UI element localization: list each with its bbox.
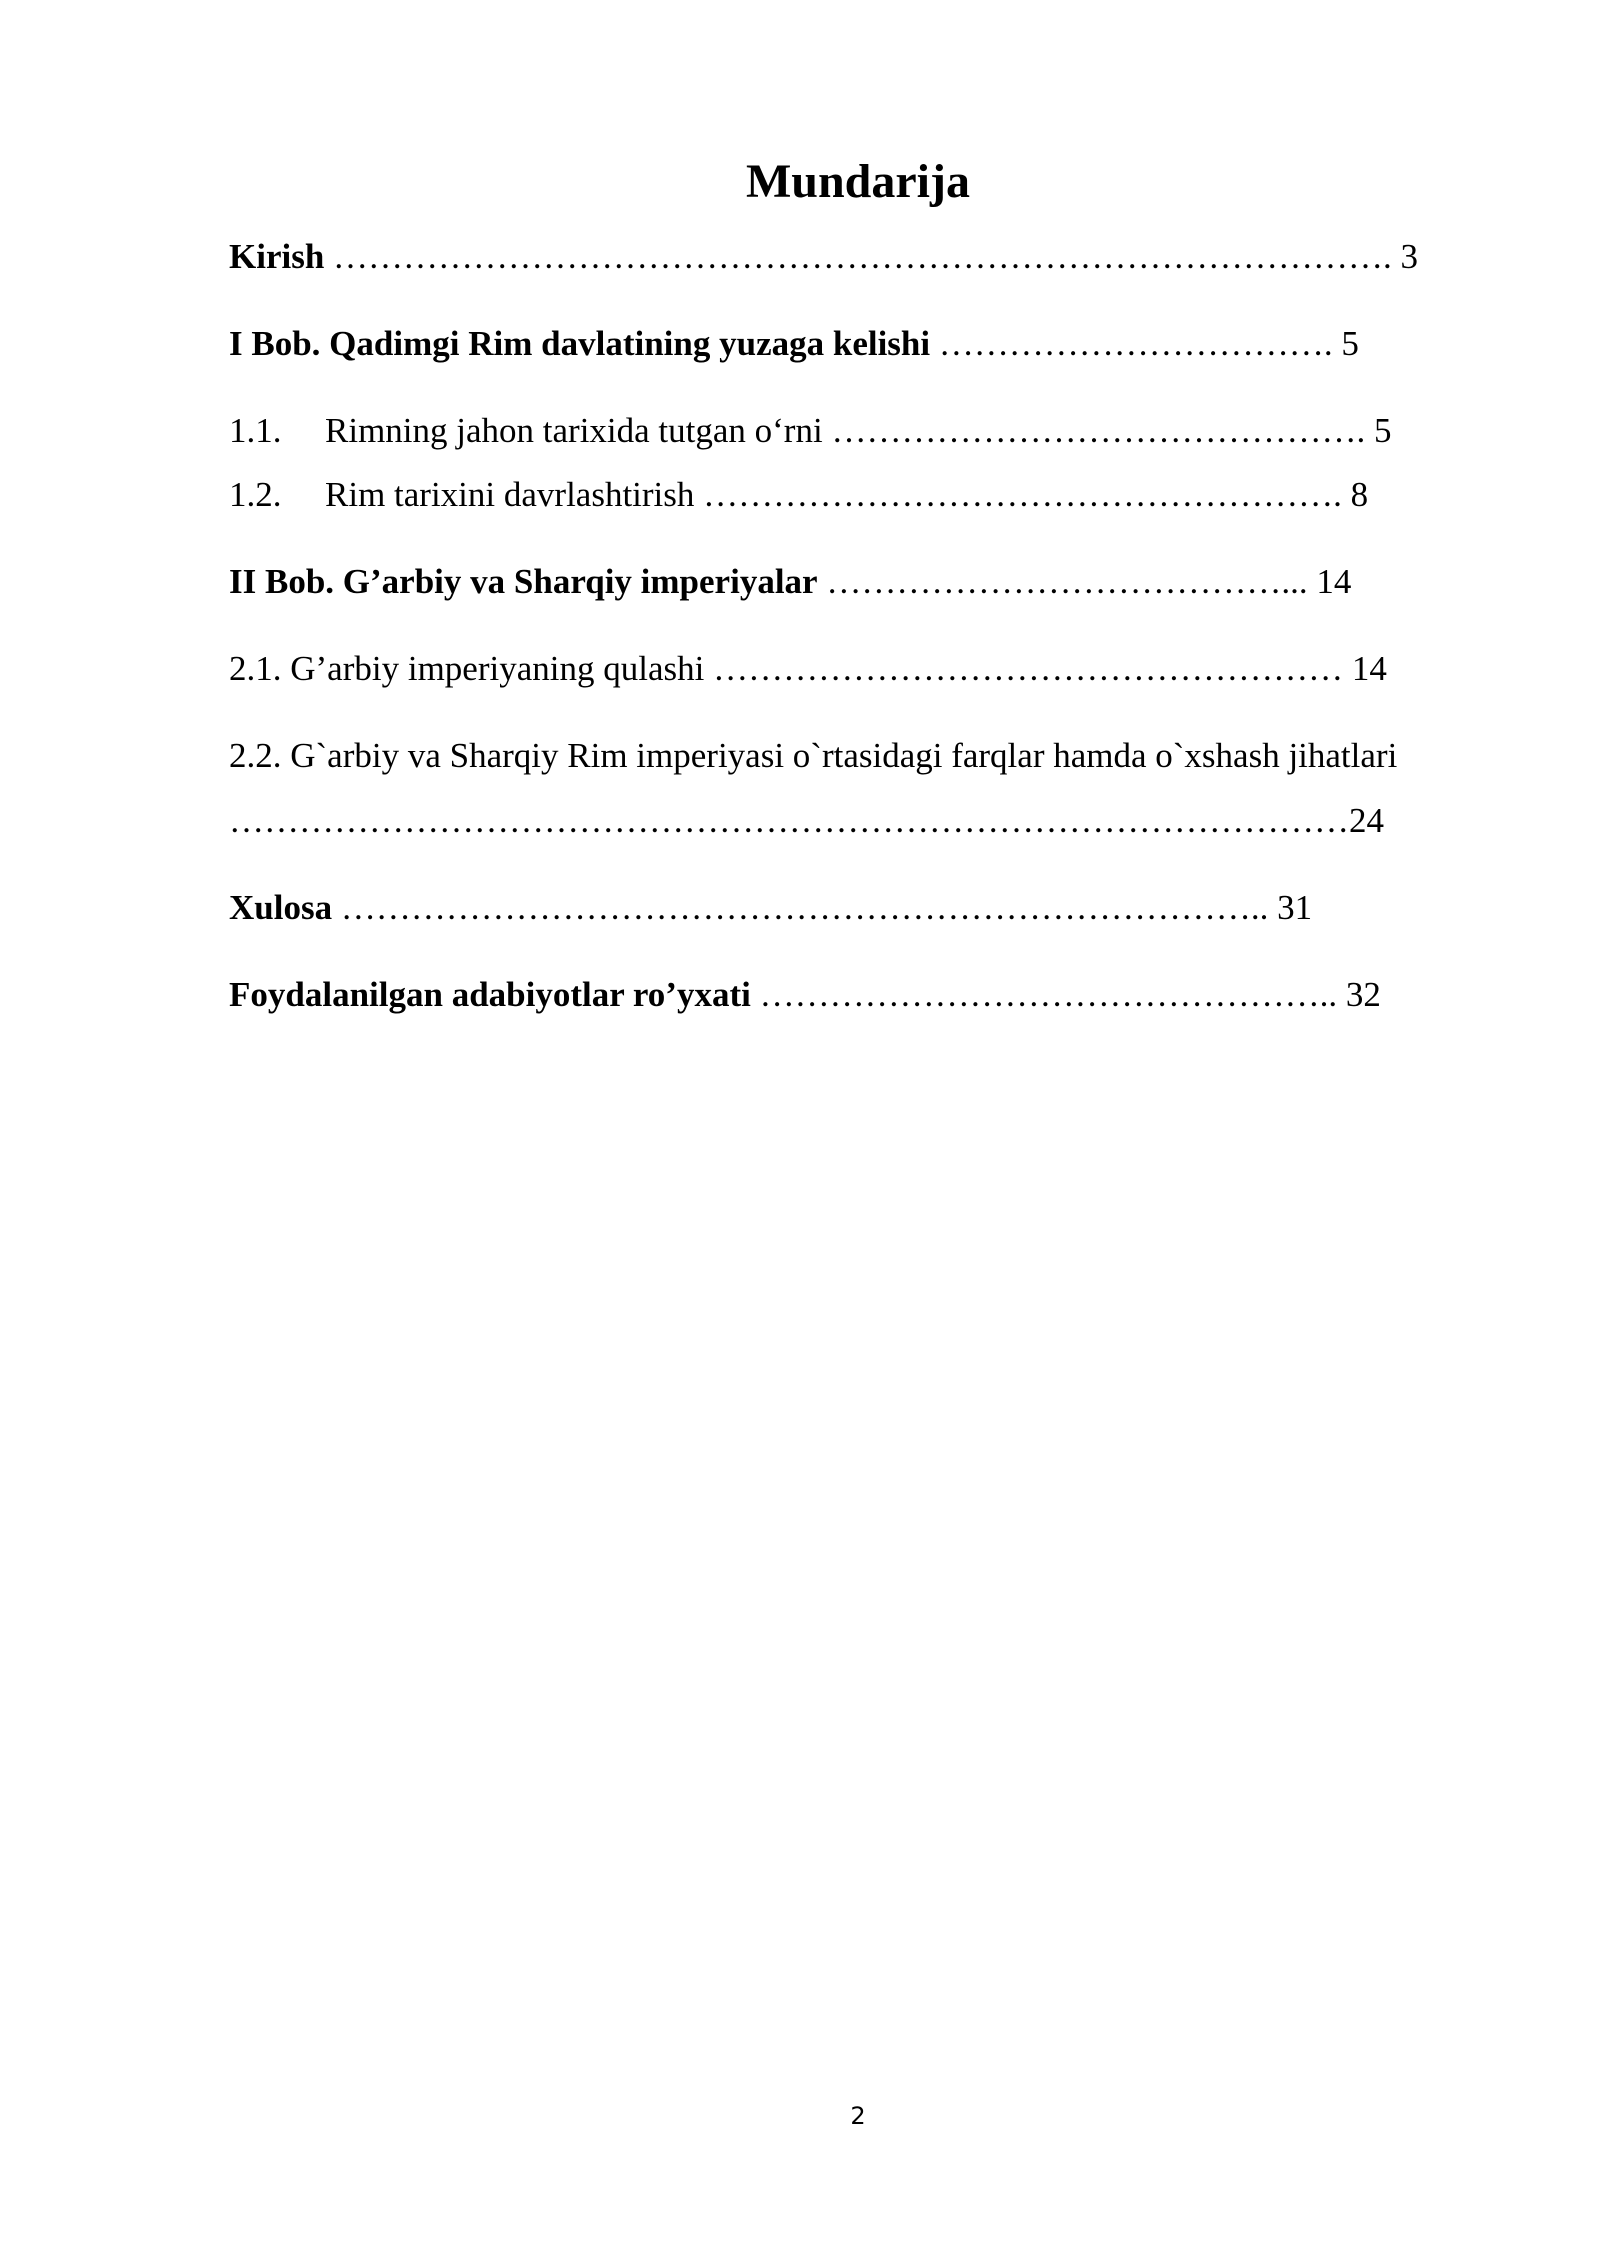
toc-entry-number: 1.1. bbox=[229, 411, 282, 450]
toc-entry-label: Xulosa bbox=[229, 888, 333, 927]
toc-entry-leader: ………………………………………………………………………………. 3 bbox=[324, 237, 1419, 276]
toc-entry-label: Kirish bbox=[229, 237, 325, 276]
toc-entry-kirish[interactable] bbox=[229, 233, 1418, 281]
toc-entry-section-2-2-leader-line[interactable] bbox=[229, 797, 1384, 845]
toc-entry-leader: ………………………………………………. 8 bbox=[694, 475, 1369, 514]
toc-entry-leader: …………………………………………………………………….. 31 bbox=[332, 888, 1313, 927]
toc-entry-leader: …………………………………... 14 bbox=[817, 562, 1352, 601]
toc-entry-label: Foydalanilgan adabiyotlar ro’yxati bbox=[229, 975, 751, 1014]
toc-entry-xulosa[interactable] bbox=[229, 884, 1312, 932]
toc-entry-leader: ………………………………………. 5 bbox=[822, 411, 1392, 450]
toc-entry-number: 1.2. bbox=[229, 475, 282, 514]
toc-entry-leader: ………………………………………….. 32 bbox=[750, 975, 1381, 1014]
toc-entry-section-1-2[interactable] bbox=[229, 471, 1368, 519]
toc-entry-label: I Bob. Qadimgi Rim davlatining yuzaga kelishi bbox=[229, 324, 931, 363]
toc-entry-chapter-2[interactable] bbox=[229, 558, 1351, 606]
toc-entry-leader: ……………………………………………………………………………………24 bbox=[229, 801, 1384, 840]
toc-entry-section-2-2[interactable] bbox=[229, 732, 1397, 780]
toc-entry-leader: ……………………………. 5 bbox=[930, 324, 1359, 363]
page-title: Mundarija bbox=[745, 155, 970, 208]
toc-entry-chapter-1[interactable] bbox=[229, 320, 1359, 368]
toc-entry-label: Rim tarixini davrlashtirish bbox=[325, 475, 695, 514]
toc-entry-label: 2.1. G’arbiy imperiyaning qulashi bbox=[229, 649, 705, 688]
toc-entry-bibliography[interactable] bbox=[229, 971, 1381, 1019]
toc-entry-leader: ……………………………………………… 14 bbox=[704, 649, 1387, 688]
toc-entry-label: 2.2. G`arbiy va Sharqiy Rim imperiyasi o`rtasidagi farqlar hamda o`xshash jihatlari bbox=[229, 736, 1398, 775]
toc-entry-section-1-1[interactable] bbox=[229, 407, 1391, 455]
toc-entry-label: II Bob. G’arbiy va Sharqiy imperiyalar bbox=[229, 562, 818, 601]
page-number: 2 bbox=[850, 2102, 866, 2130]
toc-entry-section-2-1[interactable] bbox=[229, 645, 1387, 693]
toc-entry-label: Rimning jahon tarixida tutgan o‘rni bbox=[325, 411, 823, 450]
